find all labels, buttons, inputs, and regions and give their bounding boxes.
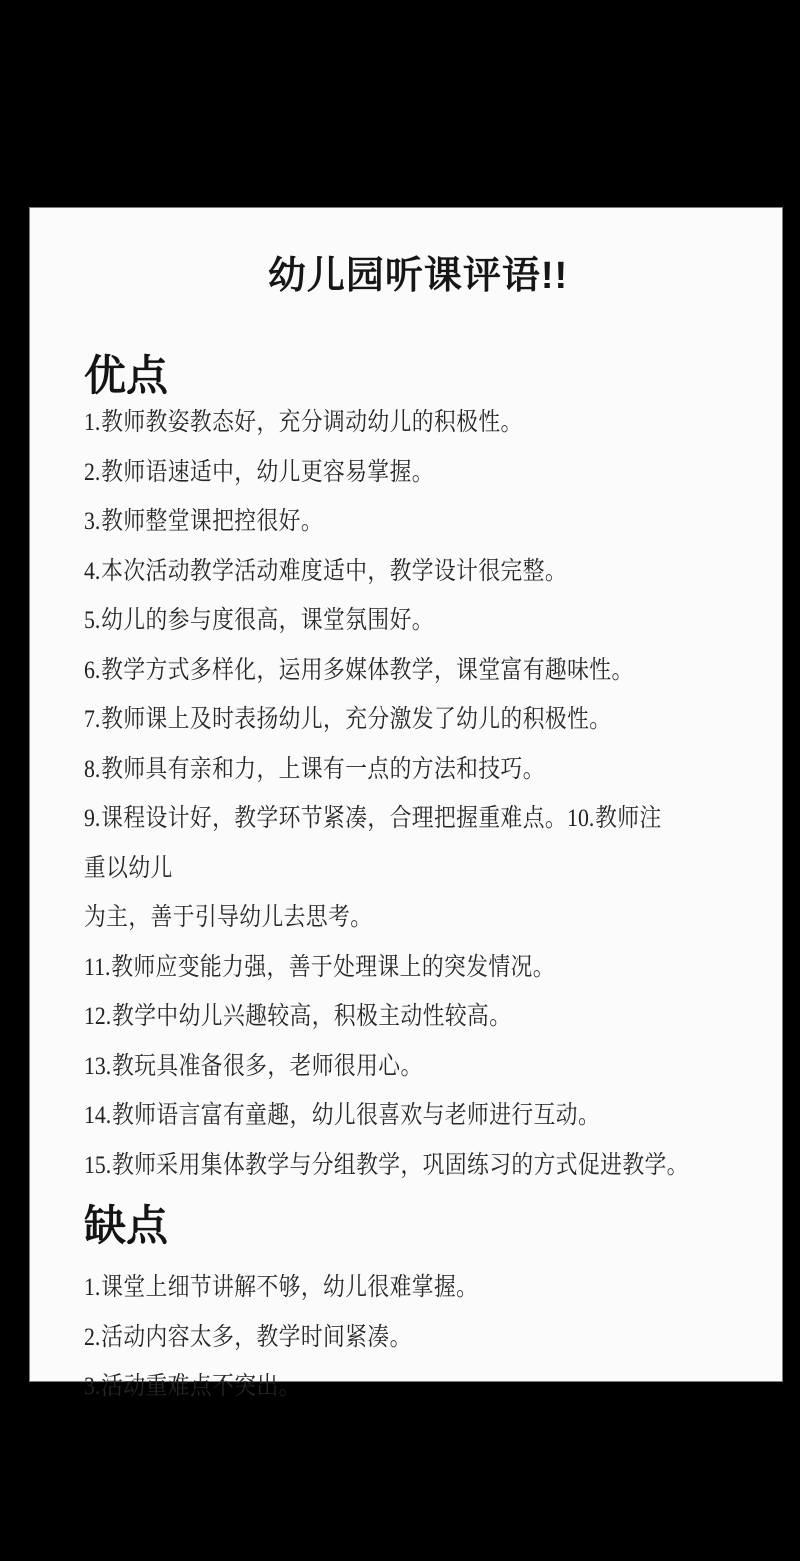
list-item — [84, 547, 665, 597]
item-number: 1. — [84, 409, 101, 436]
item-number: 9. — [84, 805, 101, 832]
item-number: 4. — [84, 557, 101, 585]
item-text: 教师课上及时表扬幼儿，充分激发了幼儿的积极性。 — [101, 705, 612, 733]
list-item — [84, 398, 665, 448]
item-text: 教师具有亲和力，上课有一点的方法和技巧。 — [101, 754, 545, 783]
list-item — [84, 1362, 665, 1412]
list-item — [84, 1313, 665, 1363]
item-text: 教师教姿教态好，充分调动幼儿的积极性。 — [101, 408, 523, 436]
list-item — [84, 992, 665, 1042]
item-text: 教师整堂课把控很好。 — [101, 507, 324, 535]
item-text: 教玩具准备很多，老师很用心。 — [112, 1051, 423, 1080]
item-number: 3. — [84, 508, 101, 535]
item-number: 12. — [84, 1003, 112, 1030]
item-text: 教学方式多样化，运用多媒体教学，课堂富有趣味性。 — [101, 655, 634, 684]
page-title: 幼儿园听课评语!! — [267, 255, 569, 297]
item-text: 教学中幼儿兴趣较高，积极主动性较高。 — [112, 1002, 512, 1030]
item-number: 8. — [84, 755, 101, 783]
list-item — [84, 646, 665, 696]
list-item — [84, 695, 665, 745]
item-text: 教师语言富有童趣，幼儿很喜欢与老师进行互动。 — [112, 1101, 601, 1129]
list-item — [84, 1042, 665, 1092]
list-item — [84, 1263, 665, 1313]
list-item — [84, 448, 665, 498]
item-number: 3. — [84, 1373, 101, 1400]
list-item — [84, 596, 665, 646]
item-number: 2. — [84, 458, 101, 486]
item-text: 课堂上细节讲解不够，幼儿很难掌握。 — [101, 1273, 479, 1301]
item-text: 教师采用集体教学与分组教学，巩固练习的方式促进教学。 — [112, 1150, 689, 1179]
item-number: 6. — [84, 656, 101, 684]
item-text: 课程设计好，教学环节紧凑，合理把握重难点。 — [101, 804, 568, 832]
item-text: 幼儿的参与度很高，课堂氛围好。 — [101, 606, 434, 634]
item-text: 活动内容太多，教学时间紧凑。 — [101, 1322, 412, 1351]
item-text-continued: 为主，善于引导幼儿去思考。 — [84, 903, 373, 931]
item-text: 教师应变能力强，善于处理课上的突发情况。 — [111, 952, 555, 981]
section-heading-advantages: 优点 — [84, 352, 169, 399]
item-text: 教师注重以幼儿 — [84, 804, 662, 882]
list-item — [84, 745, 665, 795]
list-item — [84, 1141, 689, 1191]
list-item — [84, 497, 665, 547]
item-number: 1. — [84, 1274, 101, 1301]
item-number: 13. — [84, 1052, 112, 1080]
list-item-combined-9-10 — [84, 794, 665, 943]
document-sheet — [30, 208, 782, 1400]
item-number: 15. — [84, 1151, 112, 1179]
item-number: 14. — [84, 1102, 112, 1129]
item-number: 7. — [84, 706, 101, 733]
item-text: 活动重难点不突出。 — [101, 1372, 301, 1400]
advantages-list — [84, 398, 752, 1190]
item-number: 2. — [84, 1323, 101, 1351]
item-text: 教师语速适中，幼儿更容易掌握。 — [101, 457, 434, 486]
list-item — [84, 1091, 665, 1141]
item-number: 5. — [84, 607, 101, 634]
item-text: 本次活动教学活动难度适中，教学设计很完整。 — [101, 556, 568, 585]
section-heading-disadvantages: 缺点 — [84, 1202, 169, 1249]
disadvantages-list — [84, 1263, 752, 1412]
item-number: 10. — [567, 805, 595, 832]
item-number: 11. — [84, 953, 111, 981]
list-item — [84, 943, 665, 993]
